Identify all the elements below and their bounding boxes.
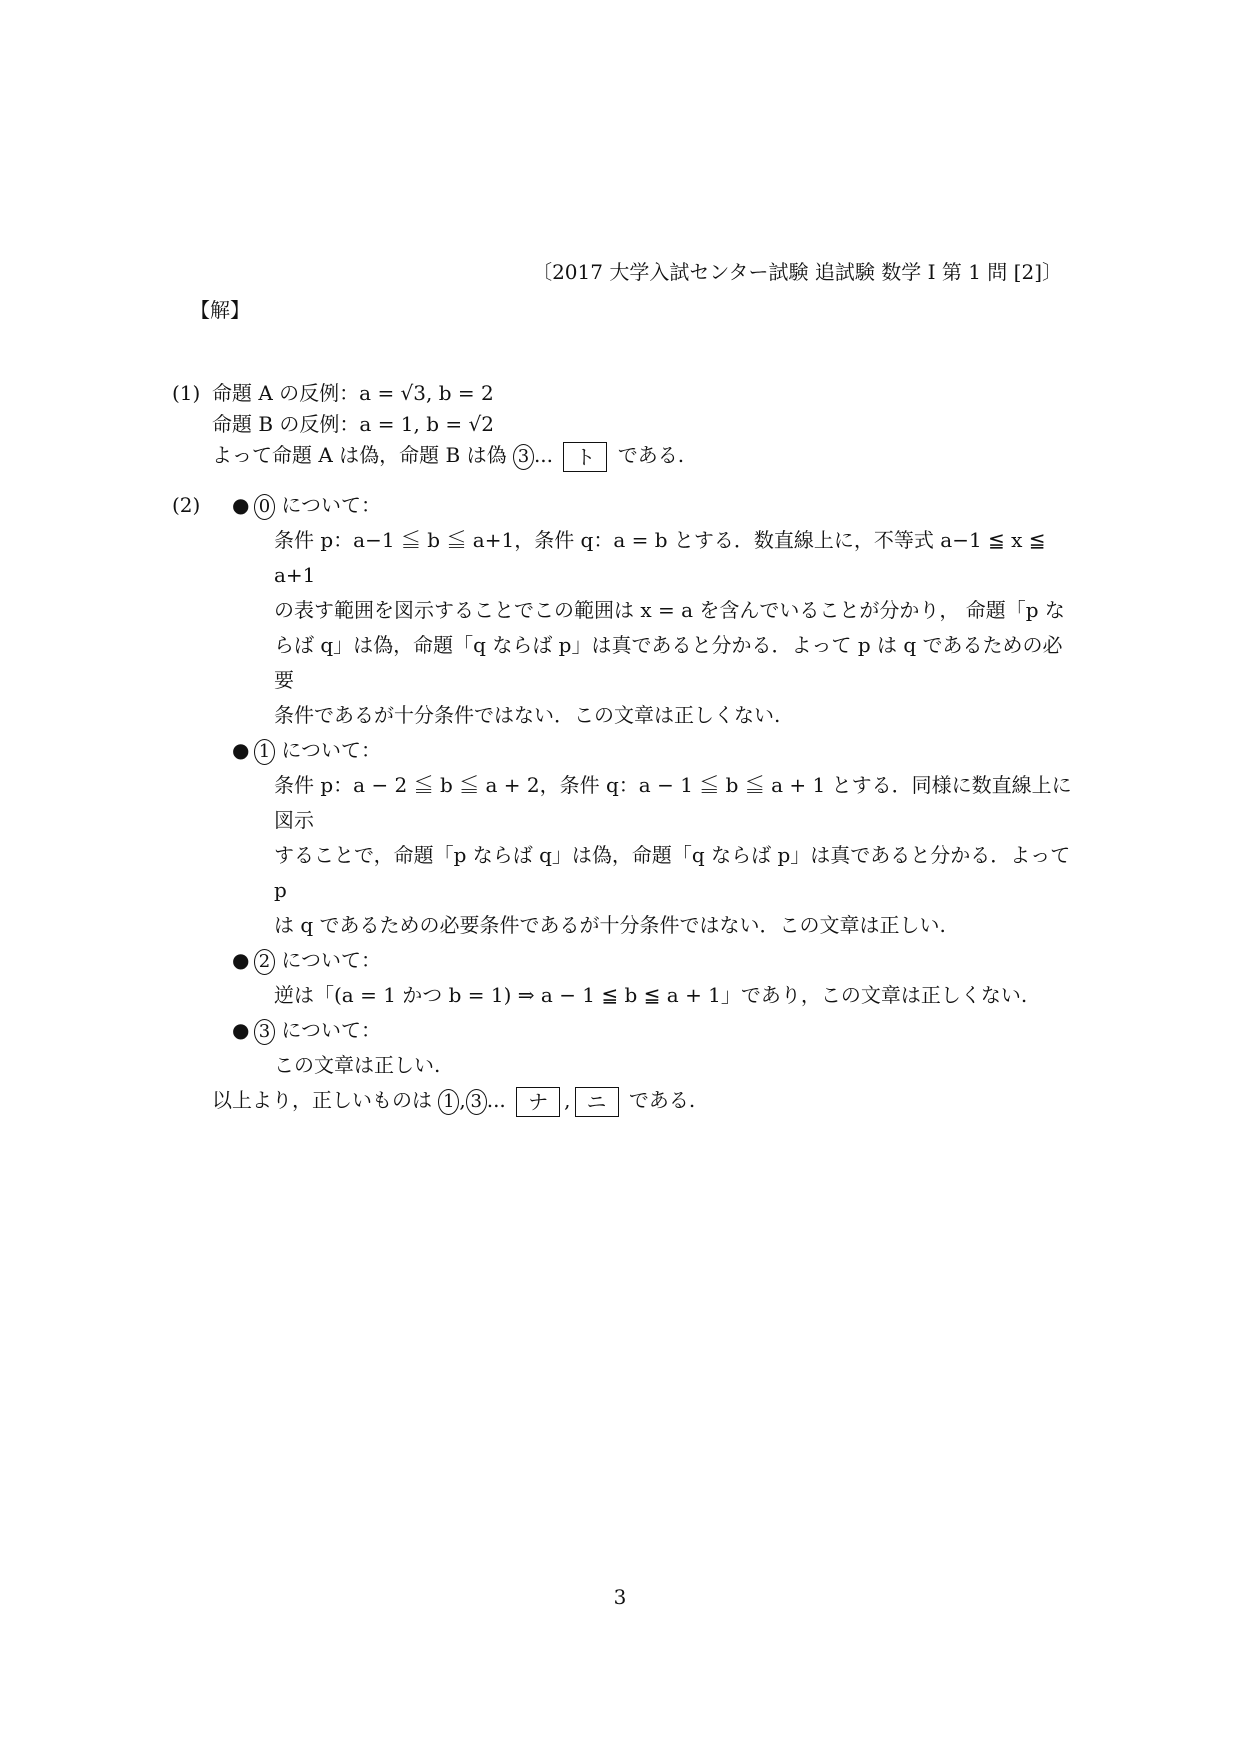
part-1: [172, 378, 1072, 472]
part-2: [172, 488, 1082, 1118]
part-2-number: (2): [172, 493, 201, 517]
solution-heading: 【解】: [190, 298, 250, 322]
choice-1-line: は q であるための必要条件であるが十分条件ではない．この文章は正しい.: [274, 913, 946, 937]
circled-number: 3: [466, 1089, 487, 1115]
choice-1-line: 条件 p：a − 2 ≦ b ≦ a + 2，条件 q：a − 1 ≦ b ≦ a + 1 とする．同様に数直線上に図示: [274, 773, 1072, 832]
conclusion-tail: である.: [617, 443, 685, 467]
circled-number: 3: [513, 444, 534, 470]
choice-head: について：: [281, 738, 381, 762]
bullet-icon: ●: [232, 738, 250, 762]
choice-1: [232, 733, 1082, 943]
choice-head: について：: [281, 948, 381, 972]
ellipsis: ...: [486, 1088, 506, 1112]
conclusion-text: 以上より，正しいものは: [212, 1088, 432, 1112]
circled-number: 3: [254, 1019, 275, 1045]
answer-box-to: ト: [563, 442, 607, 472]
part-1-number: (1): [172, 381, 201, 405]
choice-3: [232, 1013, 1082, 1083]
part-1-conclusion: [212, 440, 1072, 472]
choice-0-line: 条件 p：a−1 ≦ b ≦ a+1，条件 q：a = b とする．数直線上に，不等式 a−1 ≦ x ≦ a+1: [274, 528, 1046, 587]
choice-2-line: 逆は「(a = 1 かつ b = 1) ⇒ a − 1 ≦ b ≦ a + 1」であり，この文章は正しくない.: [274, 983, 1028, 1007]
circled-number: 2: [254, 949, 275, 975]
choice-head: について：: [281, 493, 381, 517]
circled-number: 0: [254, 494, 275, 520]
part-2-conclusion: 以上より，正しいものは 1 , 3 ... ナ , ニ である.: [212, 1083, 1082, 1118]
page-number: 3: [613, 1585, 627, 1609]
counterexample-a: 命題 A の反例：a = √3, b = 2: [212, 381, 494, 405]
ellipsis: ...: [533, 443, 554, 467]
choice-2: [232, 943, 1082, 1013]
bullet-icon: ●: [232, 948, 250, 972]
comma: ,: [459, 1088, 466, 1112]
conclusion-text: よって命題 A は偽，命題 B は偽: [212, 443, 507, 467]
choice-3-line: この文章は正しい.: [274, 1053, 441, 1077]
choice-0-line: らば q」は偽，命題「q ならば p」は真であると分かる．よって p は q であるための必要: [274, 633, 1063, 692]
bullet-icon: ●: [232, 1018, 250, 1042]
conclusion-tail: である.: [628, 1088, 696, 1112]
choice-0: [232, 488, 1082, 733]
choice-0-line: の表す範囲を図示することでこの範囲は x = a を含んでいることが分かり， 命題「p な: [274, 598, 1065, 622]
bullet-icon: ●: [232, 493, 250, 517]
circled-number: 1: [254, 739, 275, 765]
choice-head: について：: [281, 1018, 381, 1042]
circled-number: 1: [438, 1089, 459, 1115]
source-citation: 〔2017 大学入試センター試験 追試験 数学 I 第 1 問 [2]〕: [532, 260, 1062, 284]
answer-box-ni: ニ: [575, 1087, 619, 1117]
choice-1-line: することで，命題「p ならば q」は偽，命題「q ならば p」は真であると分かる．よって p: [274, 843, 1071, 902]
answer-box-na: ナ: [516, 1087, 560, 1117]
choice-0-line: 条件であるが十分条件ではない．この文章は正しくない.: [274, 703, 781, 727]
counterexample-b: 命題 B の反例：a = 1, b = √2: [212, 412, 494, 436]
